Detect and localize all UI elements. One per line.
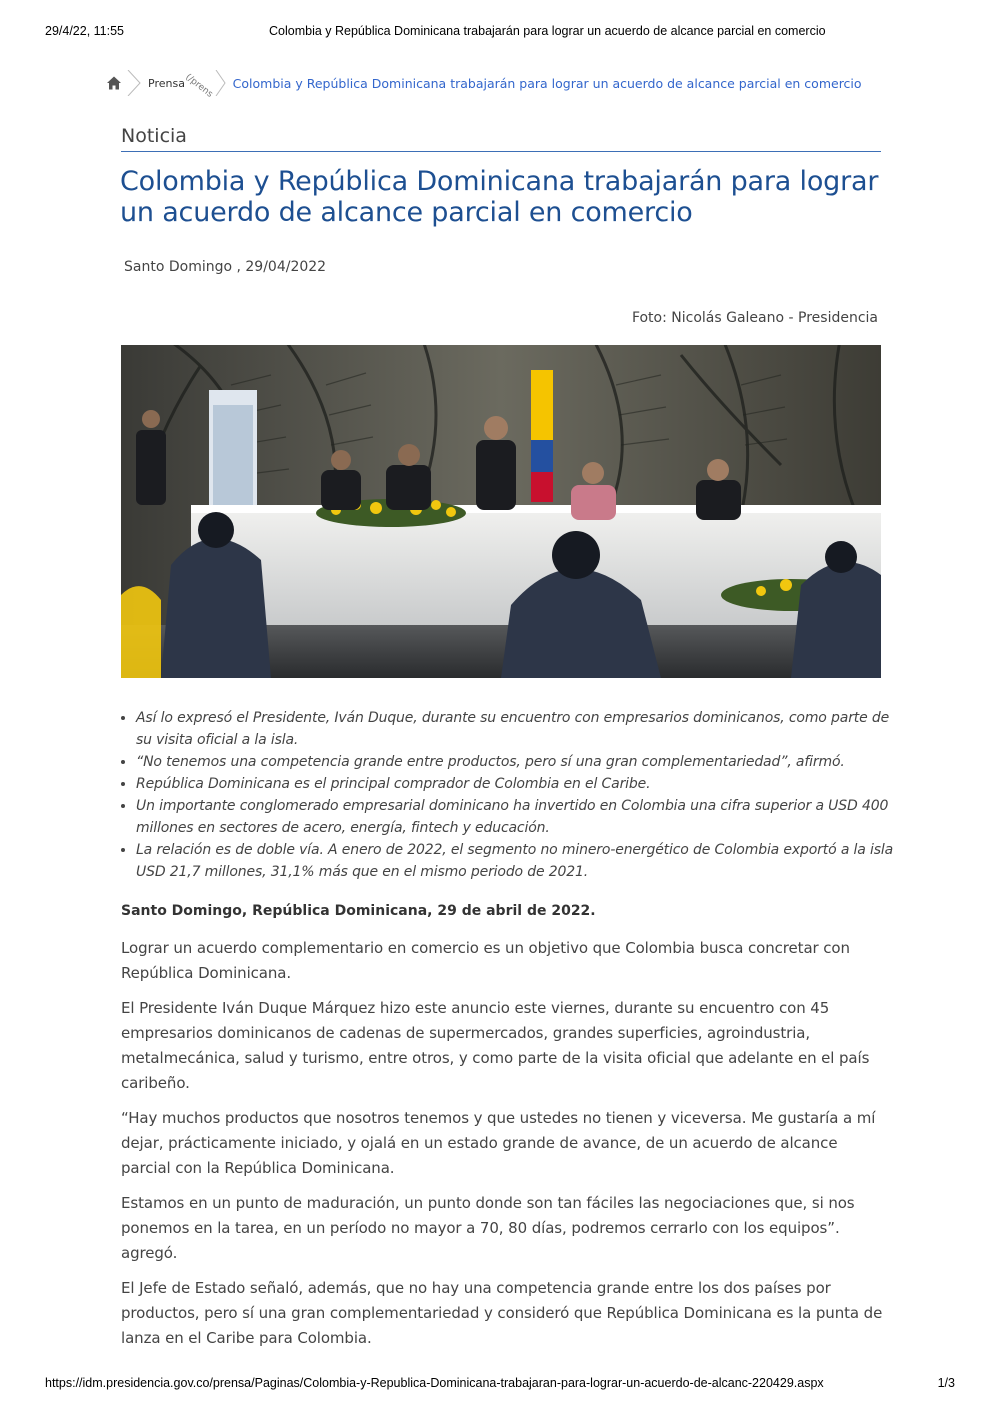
print-page-title: Colombia y República Dominicana trabajarán para lograr un acuerdo de alcance parcial en comercio <box>269 24 826 38</box>
article-paragraph: Estamos en un punto de maduración, un punto donde son tan fáciles las negociaciones que, si nos ponemos en la tarea, en un período no mayor a 70, 80 días, podremos cerrarlo con los equipos”. agregó. <box>121 1193 855 1263</box>
article-paragraph: Lograr un acuerdo complementario en comercio es un objetivo que Colombia busca concretar con República Dominicana. <box>121 939 850 983</box>
breadcrumb-separator-icon <box>126 70 142 96</box>
breadcrumb-prensa-link[interactable]: Prensa <box>148 76 185 90</box>
article-lead: Santo Domingo, República Dominicana, 29 de abril de 2022. <box>121 903 596 919</box>
breadcrumb-separator-icon <box>215 70 227 96</box>
article-highlights <box>121 707 901 883</box>
photo-credit: Foto: Nicolás Galeano - Presidencia <box>631 310 878 326</box>
breadcrumb-current-page[interactable]: Colombia y República Dominicana trabajarán para lograr un acuerdo de alcance parcial en comercio <box>232 75 862 91</box>
article-dateline: Santo Domingo , 29/04/2022 <box>124 259 327 275</box>
article-photo <box>121 345 881 678</box>
highlight-item: • “No tenemos una competencia grande entre productos, pero sí una gran complementariedad”, afirmó. <box>136 751 901 773</box>
home-icon[interactable] <box>106 75 122 91</box>
article-paragraph: El Presidente Iván Duque Márquez hizo este anuncio este viernes, durante su encuentro con 45 empresarios dominicanos de cadenas de supermercados, grandes superficies, agroindustria, metalmecánica, salud y turismo, entre otros, y como parte de la visita oficial que adelante en el país caribeño. <box>121 998 870 1093</box>
article-headline: Colombia y República Dominicana trabajarán para lograr un acuerdo de alcance parcial en comercio <box>120 166 879 228</box>
article-paragraph: “Hay muchos productos que nosotros tenemos y que ustedes no tienen y viceversa. Me gustaría a mí dejar, prácticamente iniciado, y ojalá en un estado grande de avance, de un acuerdo de alcance parcial con la República Dominicana. <box>121 1108 876 1178</box>
highlight-item: • Así lo expresó el Presidente, Iván Duque, durante su encuentro con empresarios dominicanos, como parte de su visita oficial a la isla. <box>136 707 901 751</box>
section-label: Noticia <box>121 125 881 152</box>
article-paragraph: El Jefe de Estado señaló, además, que no hay una competencia grande entre los dos países por productos, pero sí una gran complementariedad y consideró que República Dominicana es la punta de lanza en el Caribe para Colombia. <box>121 1278 883 1348</box>
article-body <box>121 900 891 1360</box>
highlight-item: • Un importante conglomerado empresarial dominicano ha invertido en Colombia una cifra superior a USD 400 millones en sectores de acero, energía, fintech y educación. <box>136 795 901 839</box>
highlight-item: • La relación es de doble vía. A enero de 2022, el segmento no minero-energético de Colombia exportó a la isla USD 21,7 millones, 31,1% más que en el mismo periodo de 2021. <box>136 839 901 883</box>
print-page-number: 1/3 <box>937 1376 955 1390</box>
print-timestamp: 29/4/22, 11:55 <box>45 24 125 38</box>
highlight-item: • República Dominicana es el principal comprador de Colombia en el Caribe. <box>136 773 901 795</box>
breadcrumb-prensa-href: (/prens <box>183 72 215 100</box>
print-url: https://idm.presidencia.gov.co/prensa/Paginas/Colombia-y-Republica-Dominicana-trabajaran-para-lograr-un-acuerdo-de-alcanc-220429.aspx <box>45 1376 824 1390</box>
breadcrumb <box>106 72 862 100</box>
